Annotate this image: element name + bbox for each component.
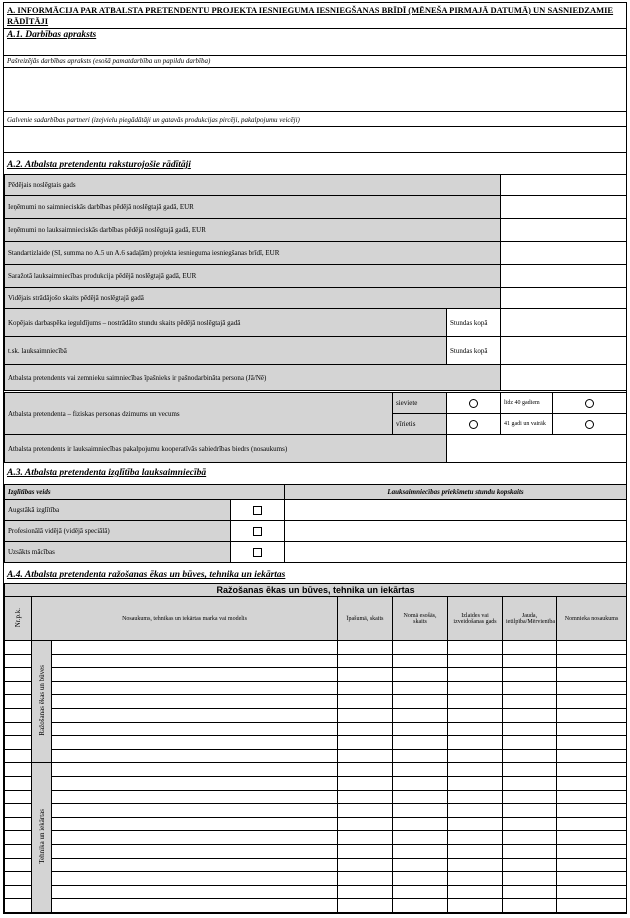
- a4-cell-input[interactable]: [393, 885, 448, 899]
- a4-cell-input[interactable]: [503, 749, 557, 763]
- a4-cell-input[interactable]: [557, 858, 627, 872]
- col-power: Jauda, ietilpība/Mērvienība: [503, 597, 557, 641]
- a4-cell-input[interactable]: [52, 708, 338, 722]
- a4-cell-input[interactable]: [557, 668, 627, 682]
- a4-cell-input[interactable]: [557, 763, 627, 777]
- a4-cell-input[interactable]: [338, 641, 393, 655]
- a4-cell-input[interactable]: [557, 872, 627, 886]
- a2-hours-total-label: Stundas kopā: [447, 309, 501, 337]
- row-number[interactable]: [5, 708, 32, 722]
- a4-table-row: [5, 763, 627, 777]
- a4-cell-input[interactable]: [503, 885, 557, 899]
- a4-cell-input[interactable]: [557, 654, 627, 668]
- a4-cell-input[interactable]: [557, 722, 627, 736]
- a2-agri-input[interactable]: [501, 337, 627, 365]
- col-lessor: Nomnieka nosaukums: [557, 597, 627, 641]
- a4-cell-input[interactable]: [338, 681, 393, 695]
- male-radio-cell[interactable]: [447, 414, 501, 435]
- a2-row-label: Pēdējais noslēgtais gads: [5, 175, 501, 196]
- a4-cell-input[interactable]: [52, 736, 338, 750]
- row-number[interactable]: [5, 899, 32, 913]
- a2-row-label: Ieņēmumi no lauksaimnieciskās darbības pēdējā noslēgtajā gadā, EUR: [5, 219, 501, 242]
- a4-table-row: [5, 790, 627, 804]
- a4-group-label: Ražošanas ēkas un būves: [32, 641, 52, 763]
- a4-cell-input[interactable]: [52, 776, 338, 790]
- a4-cell-input[interactable]: [448, 885, 503, 899]
- a3-col-type: Izglītības veids: [5, 485, 285, 500]
- age-old-radio[interactable]: [585, 420, 594, 429]
- a2-row-input[interactable]: [501, 288, 627, 309]
- a4-cell-input[interactable]: [448, 681, 503, 695]
- a4-cell-input[interactable]: [52, 844, 338, 858]
- a2-row-label: Vidējais strādājošo skaits pēdējā noslēgtajā gadā: [5, 288, 501, 309]
- row-number[interactable]: [5, 749, 32, 763]
- a4-cell-input[interactable]: [338, 790, 393, 804]
- a4-cell-input[interactable]: [393, 681, 448, 695]
- a4-cell-input[interactable]: [338, 776, 393, 790]
- a4-cell-input[interactable]: [503, 736, 557, 750]
- a4-cell-input[interactable]: [503, 668, 557, 682]
- a1-activity-input[interactable]: [4, 68, 626, 110]
- a4-cell-input[interactable]: [52, 749, 338, 763]
- row-number[interactable]: [5, 776, 32, 790]
- col-year: Izlaides vai izveidošanas gads: [448, 597, 503, 641]
- a4-cell-input[interactable]: [557, 831, 627, 845]
- age-young-radio-cell[interactable]: [553, 393, 627, 414]
- form-page: [3, 2, 627, 914]
- a4-cell-input[interactable]: [52, 722, 338, 736]
- a4-cell-input[interactable]: [503, 872, 557, 886]
- a2-table: [4, 174, 627, 391]
- a4-cell-input[interactable]: [503, 790, 557, 804]
- a3-row-label: Profesionālā vidējā (vidējā speciālā): [5, 521, 231, 542]
- a4-cell-input[interactable]: [393, 695, 448, 709]
- a2-row-input[interactable]: [501, 196, 627, 219]
- a4-table-row: [5, 695, 627, 709]
- a4-cell-input[interactable]: [503, 763, 557, 777]
- a2-row-input[interactable]: [501, 265, 627, 288]
- row-number[interactable]: [5, 736, 32, 750]
- row-number[interactable]: [5, 885, 32, 899]
- row-number[interactable]: [5, 804, 32, 818]
- a4-cell-input[interactable]: [557, 817, 627, 831]
- a4-cell-input[interactable]: [338, 695, 393, 709]
- a4-cell-input[interactable]: [338, 749, 393, 763]
- a1-partners-label: Galvenie sadarbības partneri (izejvielu piegādātāji un gatavās produkcijas pircēji, pakalpojumu veicēji): [7, 116, 300, 124]
- a4-cell-input[interactable]: [52, 858, 338, 872]
- a4-cell-input[interactable]: [52, 872, 338, 886]
- a3-checkbox-cell[interactable]: [231, 500, 285, 521]
- a4-cell-input[interactable]: [393, 858, 448, 872]
- a4-table-row: [5, 641, 627, 655]
- a4-table-row: [5, 858, 627, 872]
- a4-cell-input[interactable]: [557, 844, 627, 858]
- a4-cell-input[interactable]: [338, 763, 393, 777]
- a4-table-row: [5, 844, 627, 858]
- col-nr: Nr.p.k.: [5, 597, 32, 641]
- a4-cell-input[interactable]: [338, 831, 393, 845]
- a4-cell-input[interactable]: [393, 790, 448, 804]
- a4-cell-input[interactable]: [503, 722, 557, 736]
- a2-birth-label: Atbalsta pretendenta – fiziskas personas dzimums un vecums: [5, 393, 393, 435]
- age-old-label: 41 gadi un vairāk: [501, 414, 553, 435]
- a4-cell-input[interactable]: [503, 695, 557, 709]
- a4-title: A.4. Atbalsta pretendenta ražošanas ēkas un būves, tehnika un iekārtas: [7, 570, 286, 580]
- a4-cell-input[interactable]: [503, 654, 557, 668]
- a3-row-label: Augstākā izglītība: [5, 500, 231, 521]
- male-label: vīrietis: [393, 414, 447, 435]
- a4-cell-input[interactable]: [503, 899, 557, 913]
- a4-cell-input[interactable]: [448, 844, 503, 858]
- a4-cell-input[interactable]: [448, 708, 503, 722]
- a4-table-row: [5, 831, 627, 845]
- a4-cell-input[interactable]: [557, 804, 627, 818]
- a4-cell-input[interactable]: [393, 776, 448, 790]
- a4-table-row: [5, 885, 627, 899]
- section-a-title: A. INFORMĀCIJA PAR ATBALSTA PRETENDENTU PROJEKTA IESNIEGUMA IESNIEGŠANAS BRĪDĪ (MĒNEŠA PIRMAJĀ DATUMĀ) UN SASNIEDZAMIE RĀDĪTĀJI: [7, 5, 614, 26]
- a4-cell-input[interactable]: [52, 899, 338, 913]
- a2-birth-table: [4, 392, 627, 435]
- a4-cell-input[interactable]: [52, 885, 338, 899]
- a4-cell-input[interactable]: [557, 695, 627, 709]
- a3-checkbox-cell[interactable]: [231, 521, 285, 542]
- a4-cell-input[interactable]: [448, 749, 503, 763]
- a2-row-input[interactable]: [501, 242, 627, 265]
- a4-cell-input[interactable]: [448, 817, 503, 831]
- a2-row-input[interactable]: [501, 219, 627, 242]
- a2-coop-input[interactable]: [447, 435, 627, 463]
- a4-cell-input[interactable]: [557, 681, 627, 695]
- a4-cell-input[interactable]: [448, 872, 503, 886]
- a4-cell-input[interactable]: [52, 668, 338, 682]
- a4-cell-input[interactable]: [448, 804, 503, 818]
- a4-table-row: [5, 708, 627, 722]
- a4-cell-input[interactable]: [393, 831, 448, 845]
- a4-cell-input[interactable]: [448, 668, 503, 682]
- a4-table-row: [5, 736, 627, 750]
- a4-cell-input[interactable]: [393, 722, 448, 736]
- a4-cell-input[interactable]: [338, 858, 393, 872]
- a2-hours-total-label: Stundas kopā: [447, 337, 501, 365]
- row-number[interactable]: [5, 654, 32, 668]
- row-number[interactable]: [5, 831, 32, 845]
- a4-cell-input[interactable]: [393, 654, 448, 668]
- a4-cell-input[interactable]: [52, 831, 338, 845]
- a4-cell-input[interactable]: [557, 885, 627, 899]
- a1-partners-input[interactable]: [4, 127, 626, 151]
- a4-cell-input[interactable]: [503, 641, 557, 655]
- a2-title: A.2. Atbalsta pretendentu raksturojošie rādītāji: [7, 160, 191, 170]
- a2-row-input[interactable]: [501, 175, 627, 196]
- a3-hours-input[interactable]: [285, 500, 627, 521]
- a4-cell-input[interactable]: [503, 817, 557, 831]
- a4-cell-input[interactable]: [448, 763, 503, 777]
- col-own: Īpašumā, skaits: [338, 597, 393, 641]
- a4-table-row: [5, 776, 627, 790]
- a4-cell-input[interactable]: [448, 722, 503, 736]
- a4-cell-input[interactable]: [557, 790, 627, 804]
- a4-cell-input[interactable]: [503, 844, 557, 858]
- row-number[interactable]: [5, 872, 32, 886]
- a4-cell-input[interactable]: [393, 749, 448, 763]
- a4-cell-input[interactable]: [338, 872, 393, 886]
- row-number[interactable]: [5, 722, 32, 736]
- a4-cell-input[interactable]: [448, 858, 503, 872]
- a4-cell-input[interactable]: [52, 695, 338, 709]
- a2-agri-label: t.sk. lauksaimniecībā: [5, 337, 447, 365]
- a2-owner-label: Atbalsta pretendents vai zemnieku saimniecības īpašnieks ir pašnodarbināta persona (Jā/Nē): [5, 365, 501, 391]
- a4-cell-input[interactable]: [557, 899, 627, 913]
- a4-cell-input[interactable]: [393, 641, 448, 655]
- a3-hours-input[interactable]: [285, 521, 627, 542]
- a4-cell-input[interactable]: [503, 776, 557, 790]
- a4-cell-input[interactable]: [338, 722, 393, 736]
- a4-cell-input[interactable]: [52, 817, 338, 831]
- a4-cell-input[interactable]: [448, 831, 503, 845]
- row-number[interactable]: [5, 844, 32, 858]
- a4-cell-input[interactable]: [393, 844, 448, 858]
- a4-table-row: [5, 804, 627, 818]
- col-rent: Nomā esošās, skaits: [393, 597, 448, 641]
- age-young-label: līdz 40 gadiem: [501, 393, 553, 414]
- row-number[interactable]: [5, 681, 32, 695]
- a2-owner-input[interactable]: [501, 365, 627, 391]
- a3-title: A.3. Atbalsta pretendenta izglītība lauksaimniecībā: [7, 468, 207, 478]
- a4-cell-input[interactable]: [393, 708, 448, 722]
- a2-coop-table: [4, 434, 627, 463]
- a4-cell-input[interactable]: [52, 804, 338, 818]
- col-name: Nosaukums, tehnikas un iekārtas marka vai modelis: [32, 597, 338, 641]
- row-number[interactable]: [5, 695, 32, 709]
- a4-cell-input[interactable]: [448, 736, 503, 750]
- a4-cell-input[interactable]: [503, 681, 557, 695]
- a2-labor-label: Kopējais darbaspēka ieguldījums – nostrādāto stundu skaits pēdējā noslēgtajā gadā: [5, 309, 447, 337]
- a4-group-label: Tehnika un iekārtas: [32, 763, 52, 913]
- row-number[interactable]: [5, 790, 32, 804]
- age-old-radio-cell[interactable]: [553, 414, 627, 435]
- a3-checkbox-cell[interactable]: [231, 542, 285, 563]
- a4-table-title: Ražošanas ēkas un būves, tehnika un iekārtas: [5, 584, 627, 597]
- a4-cell-input[interactable]: [448, 654, 503, 668]
- a4-table: [4, 583, 627, 913]
- a4-cell-input[interactable]: [448, 899, 503, 913]
- a1-title: A.1. Darbības apraksts: [7, 30, 97, 40]
- a4-cell-input[interactable]: [338, 899, 393, 913]
- a4-cell-input[interactable]: [338, 736, 393, 750]
- a4-cell-input[interactable]: [52, 763, 338, 777]
- a4-cell-input[interactable]: [338, 885, 393, 899]
- a4-cell-input[interactable]: [338, 654, 393, 668]
- a4-cell-input[interactable]: [338, 804, 393, 818]
- a4-cell-input[interactable]: [338, 844, 393, 858]
- a4-cell-input[interactable]: [557, 749, 627, 763]
- a4-cell-input[interactable]: [503, 708, 557, 722]
- a4-cell-input[interactable]: [52, 790, 338, 804]
- higher-edu-checkbox[interactable]: [253, 506, 262, 515]
- a4-cell-input[interactable]: [338, 668, 393, 682]
- a4-cell-input[interactable]: [338, 708, 393, 722]
- a4-cell-input[interactable]: [503, 858, 557, 872]
- a4-cell-input[interactable]: [557, 641, 627, 655]
- a4-cell-input[interactable]: [503, 831, 557, 845]
- a4-cell-input[interactable]: [393, 804, 448, 818]
- row-number[interactable]: [5, 641, 32, 655]
- a4-table-row: [5, 668, 627, 682]
- a3-row-label: Uzsākts mācības: [5, 542, 231, 563]
- a4-table-row: [5, 722, 627, 736]
- a4-cell-input[interactable]: [393, 817, 448, 831]
- a4-cell-input[interactable]: [503, 804, 557, 818]
- a4-cell-input[interactable]: [448, 776, 503, 790]
- age-young-radio[interactable]: [585, 399, 594, 408]
- a4-cell-input[interactable]: [557, 736, 627, 750]
- a4-cell-input[interactable]: [448, 790, 503, 804]
- row-number[interactable]: [5, 858, 32, 872]
- a2-row-label: Saražotā lauksaimniecības produkcija pēdējā noslēgtajā gadā, EUR: [5, 265, 501, 288]
- a4-table-row: [5, 749, 627, 763]
- started-studies-checkbox[interactable]: [253, 548, 262, 557]
- a4-cell-input[interactable]: [393, 668, 448, 682]
- male-radio[interactable]: [469, 420, 478, 429]
- a3-col-hours: Lauksaimniecības priekšmetu stundu kopskaits: [285, 485, 627, 500]
- row-number[interactable]: [5, 668, 32, 682]
- female-radio[interactable]: [469, 399, 478, 408]
- a2-coop-label: Atbalsta pretendents ir lauksaimniecības pakalpojumu kooperatīvās sabiedrības biedrs (nosaukums): [5, 435, 447, 463]
- a3-hours-input[interactable]: [285, 542, 627, 563]
- a2-row-label: Ieņēmumi no saimnieciskās darbības pēdējā noslēgtajā gadā, EUR: [5, 196, 501, 219]
- a3-table: [4, 484, 627, 563]
- a4-cell-input[interactable]: [448, 641, 503, 655]
- a4-cell-input[interactable]: [557, 708, 627, 722]
- a4-cell-input[interactable]: [557, 776, 627, 790]
- a4-cell-input[interactable]: [52, 641, 338, 655]
- a4-cell-input[interactable]: [52, 681, 338, 695]
- a2-row-label: Standartizlaide (SI, summa no A.5 un A.6 sadaļām) projekta iesnieguma iesniegšanas brīdī, EUR: [5, 242, 501, 265]
- a4-table-row: [5, 872, 627, 886]
- a4-table-row: [5, 681, 627, 695]
- vocational-edu-checkbox[interactable]: [253, 527, 262, 536]
- a4-cell-input[interactable]: [393, 899, 448, 913]
- a4-cell-input[interactable]: [52, 654, 338, 668]
- female-radio-cell[interactable]: [447, 393, 501, 414]
- a4-cell-input[interactable]: [448, 695, 503, 709]
- a4-table-row: [5, 654, 627, 668]
- a1-activity-label: Pašreizējās darbības apraksts (esošā pamatdarbība un papildu darbība): [7, 57, 211, 65]
- a4-table-row: [5, 817, 627, 831]
- row-number[interactable]: [5, 817, 32, 831]
- a4-table-row: [5, 899, 627, 913]
- a4-cell-input[interactable]: [393, 763, 448, 777]
- a4-cell-input[interactable]: [393, 736, 448, 750]
- a4-cell-input[interactable]: [338, 817, 393, 831]
- row-number[interactable]: [5, 763, 32, 777]
- a2-labor-input[interactable]: [501, 309, 627, 337]
- a4-cell-input[interactable]: [393, 872, 448, 886]
- female-label: sieviete: [393, 393, 447, 414]
